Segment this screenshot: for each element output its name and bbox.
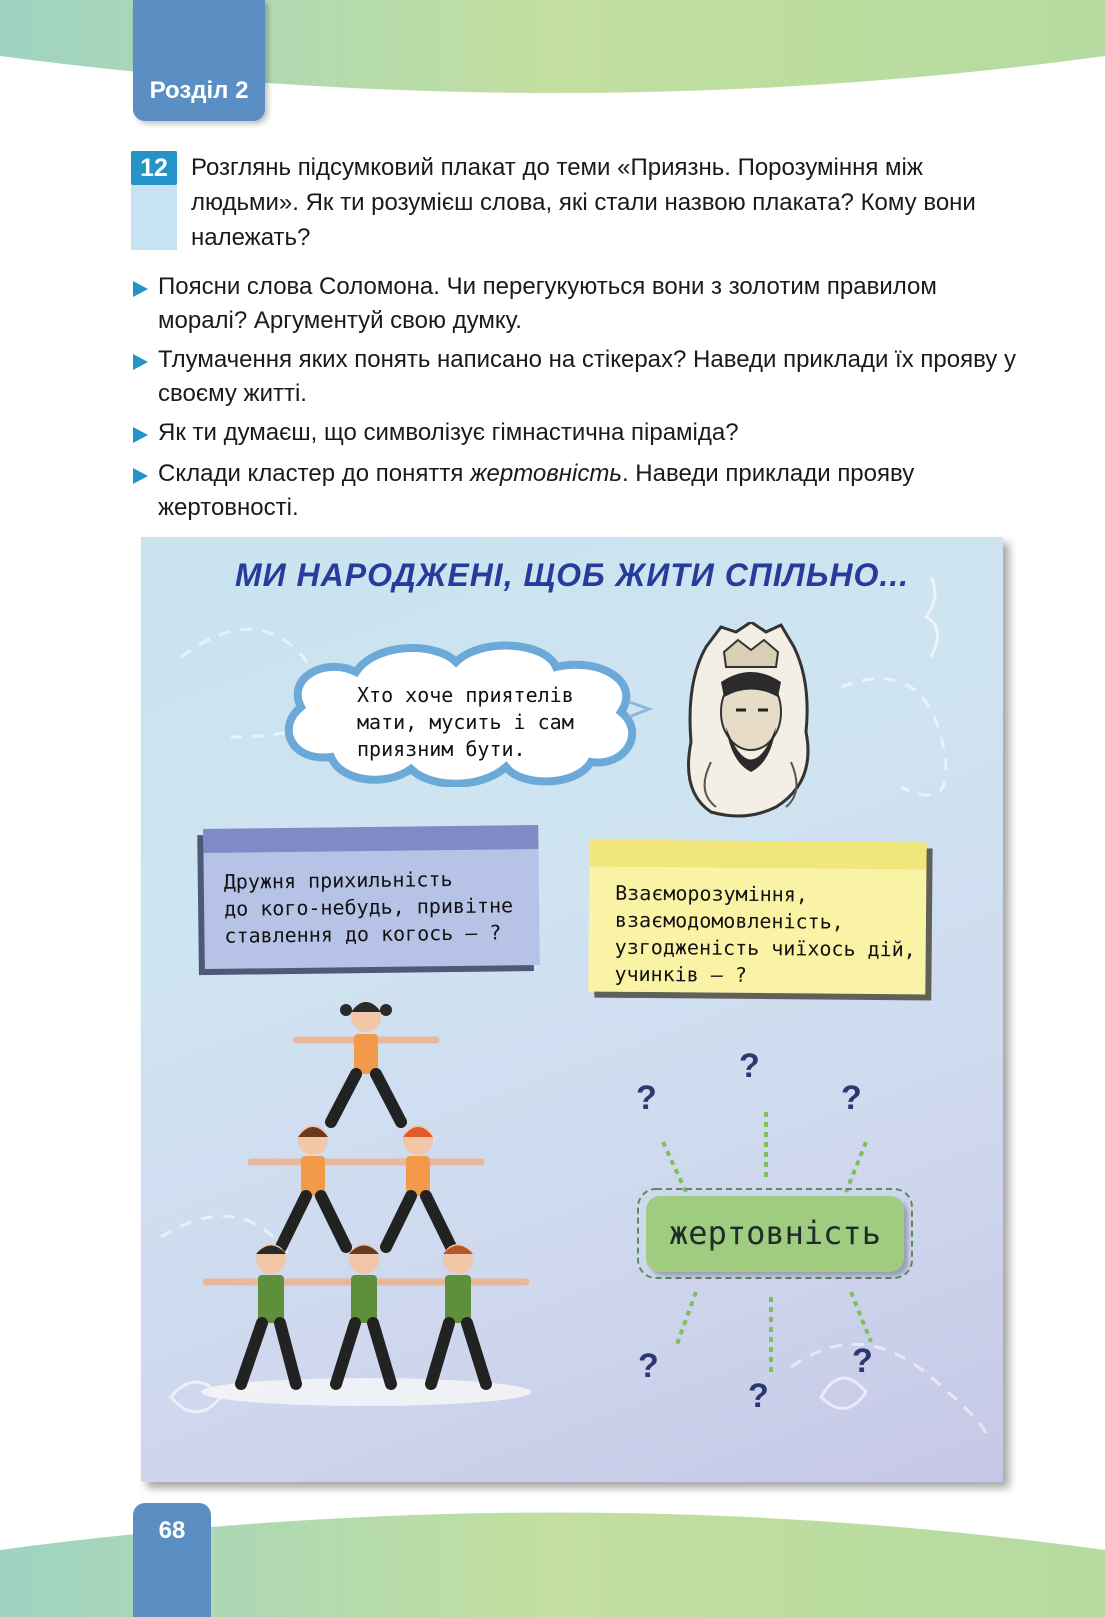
- question-mark: ?: [638, 1347, 659, 1385]
- sticker-yellow-text: [614, 880, 925, 991]
- solomon-quote: [357, 682, 617, 763]
- sticker-line: взаємодомовленість,: [614, 907, 844, 934]
- bullet-triangle-icon: [133, 468, 148, 484]
- question-mark: ?: [739, 1047, 760, 1085]
- question-mark: ?: [748, 1377, 769, 1415]
- question-mark: ?: [852, 1342, 873, 1380]
- sticker-line: учинків — ?: [614, 961, 748, 987]
- bullet-item: [158, 457, 1023, 525]
- question-mark: ?: [841, 1079, 862, 1117]
- solomon-portrait: [676, 622, 826, 822]
- sticker-line: Дружня прихильність: [223, 867, 453, 894]
- sticker-blue-text: [224, 865, 535, 950]
- sticker-blue: [203, 825, 540, 969]
- bullet-item: [158, 343, 1023, 411]
- bullet-triangle-icon: [133, 427, 148, 443]
- bullet-text-after: . Наведи приклади прояву жертовності.: [158, 460, 915, 521]
- cluster-center: [636, 1187, 914, 1280]
- bullet-text: Тлумачення яких понять написано на стікерах? Наведи приклади їх прояву у своєму житті.: [158, 346, 1016, 407]
- quote-line: Хто хоче приятелів: [357, 683, 574, 707]
- cluster-word: жертовність: [669, 1214, 881, 1252]
- section-tab: [133, 0, 265, 121]
- bullet-text: Як ти думаєш, що символізує гімнастична піраміда?: [158, 419, 739, 446]
- section-label: Розділ 2: [149, 77, 249, 104]
- sticker-yellow: [588, 840, 926, 995]
- sticker-line: до кого-небудь, привітне: [223, 893, 514, 921]
- gymnastic-pyramid-illustration: [196, 992, 536, 1412]
- page-number: 68: [158, 1517, 186, 1544]
- exercise-text: Розглянь підсумковий плакат до теми «Приязнь. Порозуміння між людьми». Як ти розумієш слова, які стали назвою плаката? Кому вони належать?: [191, 154, 976, 251]
- page-number-tab: [133, 1503, 211, 1617]
- bullet-item: [158, 416, 1023, 450]
- sticker-tape: [203, 825, 538, 853]
- question-mark: ?: [636, 1079, 657, 1117]
- sticker-line: Взаєморозуміння,: [615, 880, 808, 907]
- sticker-line: узгодженість чиїхось дій,: [614, 934, 916, 962]
- poster: [141, 537, 1003, 1482]
- sticker-tape: [589, 840, 926, 870]
- bullet-text: Поясни слова Соломона. Чи перегукуються вони з золотим правилом моралі? Аргументуй свою думку.: [158, 273, 937, 334]
- bullet-item: [158, 270, 1023, 338]
- sticker-line: ставлення до когось — ?: [224, 920, 502, 948]
- quote-line: мати, мусить і сам: [357, 710, 574, 734]
- bullet-triangle-icon: [133, 281, 148, 297]
- bullet-triangle-icon: [133, 354, 148, 370]
- cluster-word-box: [646, 1196, 904, 1272]
- poster-title: МИ НАРОДЖЕНІ, ЩОБ ЖИТИ СПІЛЬНО...: [234, 557, 910, 593]
- exercise-number: 12: [131, 151, 177, 185]
- bullet-text-before: Склади кластер до поняття: [158, 460, 470, 487]
- bullet-italic-term: жертовність: [470, 460, 622, 487]
- quote-line: приязним бути.: [357, 737, 526, 761]
